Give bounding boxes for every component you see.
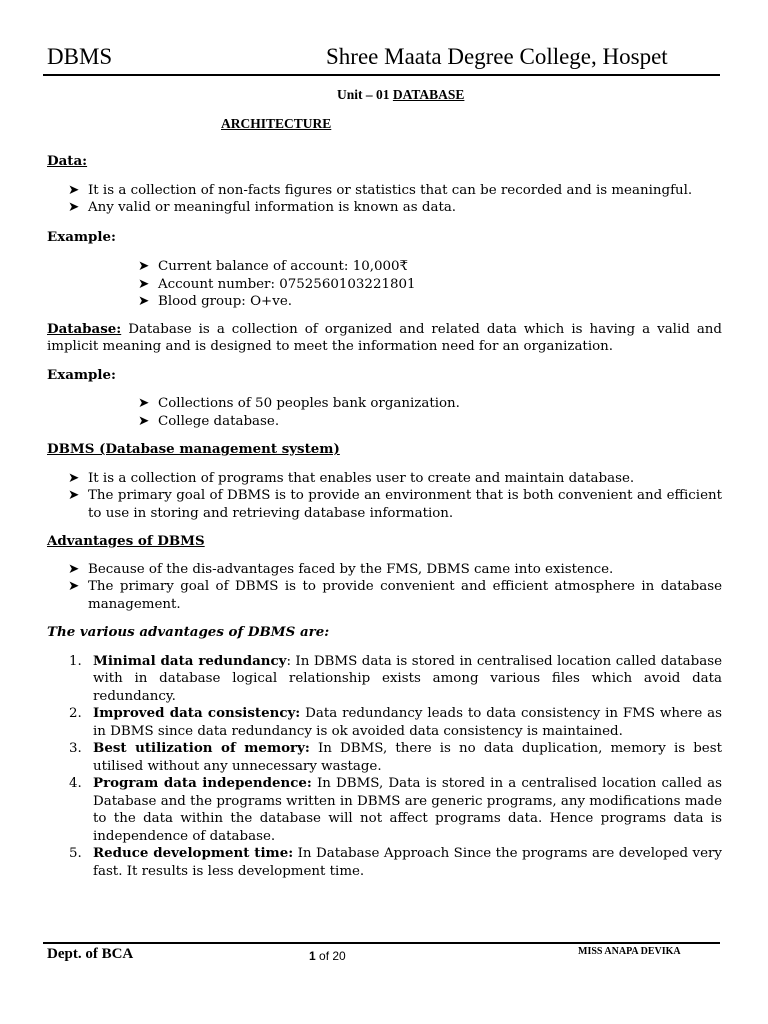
advantages-subheading: The various advantages of DBMS are:: [47, 624, 330, 640]
dbms-bullets: [68, 470, 722, 523]
list-item: 2. Improved data consistency: Data redundancy leads to data consistency in FMS where as in DBMS since data redundancy is ok avoided data consistency is maintained.: [69, 705, 722, 739]
arrowhead-bullet-icon: ➤: [68, 200, 80, 215]
list-item: ➤ Any valid or meaningful information is known as data.: [68, 200, 457, 215]
arrowhead-bullet-icon: ➤: [138, 396, 150, 411]
list-item: 3. Best utilization of memory: In DBMS, there is no data duplication, memory is best utilised without any unnecessary wastage.: [69, 740, 722, 774]
data-bullets: [68, 182, 722, 217]
page-number: [309, 949, 346, 963]
list-item: ➤ Because of the dis-advantages faced by the FMS, DBMS came into existence.: [68, 561, 614, 577]
arrowhead-bullet-icon: ➤: [138, 276, 150, 292]
page-current: 1: [309, 949, 316, 963]
list-item: 5. Reduce development time: In Database Approach Since the programs are developed very fast. It results is less development time.: [69, 845, 722, 879]
arrowhead-bullet-icon: ➤: [68, 579, 80, 594]
advantages-heading: Advantages of DBMS: [47, 533, 205, 549]
data-heading: Data:: [47, 153, 88, 169]
advantages-bullets: [68, 561, 722, 614]
arrowhead-bullet-icon: ➤: [68, 488, 80, 503]
dbms-heading: DBMS (Database management system): [47, 441, 340, 457]
footer-divider: [43, 942, 720, 944]
list-item: ➤ Current balance of account: 10,000₹: [138, 259, 409, 274]
unit-prefix: Unit – 01: [337, 87, 390, 102]
list-item: ➤ It is a collection of programs that enables user to create and maintain database.: [68, 470, 635, 486]
list-item: ➤ Collections of 50 peoples bank organization.: [138, 396, 460, 411]
list-item: 4. Program data independence: In DBMS, Data is stored in a centralised location called as Database and the programs written in DBMS are generic programs, any modifications made to the data within the database will not affect programs data. Hence programs data is independence of database.: [69, 775, 723, 844]
architecture-title: ARCHITECTURE: [221, 116, 332, 131]
page-total: of 20: [315, 949, 346, 963]
list-item: ➤ Blood group: O+ve.: [138, 294, 293, 309]
arrowhead-bullet-icon: ➤: [138, 413, 150, 429]
arrowhead-bullet-icon: ➤: [138, 294, 150, 309]
arrowhead-bullet-icon: ➤: [68, 561, 80, 577]
database-text: Database is a collection of organized and related data which is having a valid and implicit meaning and is designed to meet the information need for an organization.: [47, 321, 722, 354]
list-item: ➤ Account number: 0752560103221801: [138, 276, 416, 292]
arrowhead-bullet-icon: ➤: [68, 470, 80, 486]
header-subject: DBMS: [47, 44, 113, 69]
database-examples: [138, 395, 722, 430]
unit-topic: DATABASE: [392, 87, 465, 102]
arrowhead-bullet-icon: ➤: [68, 182, 80, 198]
database-heading: Database:: [47, 320, 122, 337]
list-item: ➤ It is a collection of non-facts figures or statistics that can be recorded and is meaningful.: [68, 182, 693, 198]
advantages-numbered-list: [69, 653, 722, 881]
database-example-label: Example:: [47, 366, 116, 383]
data-examples: [138, 258, 722, 311]
arrowhead-bullet-icon: ➤: [138, 259, 150, 274]
database-paragraph: [47, 321, 722, 356]
footer-department: Dept. of BCA: [47, 946, 134, 962]
header-college: Shree Maata Degree College, Hospet: [326, 44, 668, 69]
data-example-label: Example:: [47, 228, 116, 245]
list-item: 1. Minimal data redundancy: In DBMS data is stored in centralised location called database with in database logical relationship exists among various files which avoid data redundancy.: [69, 652, 722, 704]
list-item: ➤ The primary goal of DBMS is to provide convenient and efficient atmosphere in database management.: [68, 579, 722, 612]
list-item: ➤ College database.: [138, 413, 280, 429]
unit-title: [337, 87, 464, 103]
header-divider: [43, 74, 720, 76]
list-item: ➤ The primary goal of DBMS is to provide an environment that is both convenient and efficient to use in storing and retrieving database information.: [68, 488, 722, 521]
footer-author: MISS ANAPA DEVIKA: [578, 946, 681, 957]
main-content: [47, 153, 722, 880]
